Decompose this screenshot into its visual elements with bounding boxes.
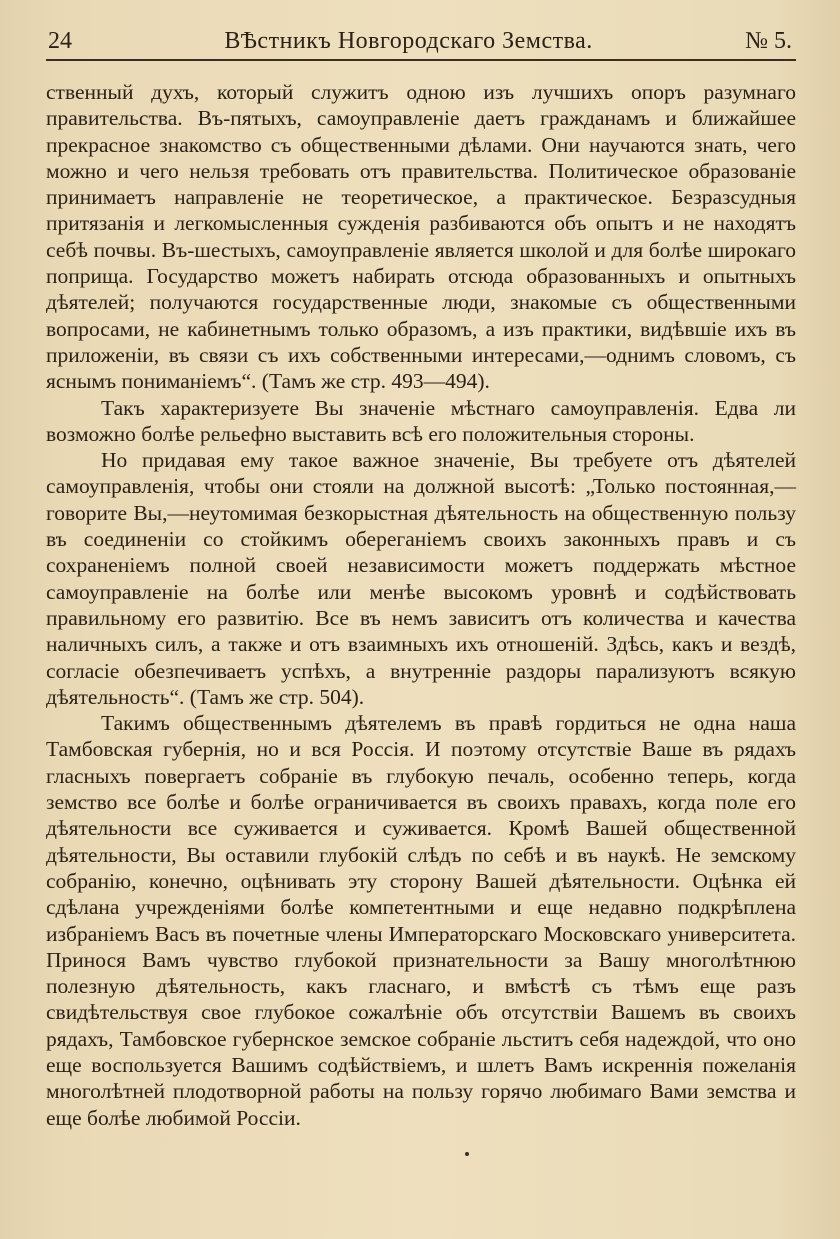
paragraph-3: Но придавая ему такое важное значеніе, Вы требуете отъ дѣятелей самоуправленія, чтобы они стояли на должной высотѣ: „Только постоянная,—говорите Вы,—неутомимая безкорыстная дѣятельность на общественную пользу въ соединеніи со стойкимъ обереганіемъ своихъ законныхъ правъ и съ сохраненіемъ полной своей независимости можетъ поддержать мѣстное самоуправленіе на болѣе или менѣе высокомъ уровнѣ и содѣйствовать правильному его развитію. Все въ немъ зависитъ отъ количества и качества наличныхъ силъ, а также и отъ взаимныхъ ихъ отношеній. Здѣсь, какъ и вездѣ, согласіе обезпечиваетъ успѣхъ, а внутренніе раздоры парализуютъ всякую дѣятельность“. (Тамъ же стр. 504). <box>46 448 796 709</box>
ink-speck <box>465 1152 469 1156</box>
page-number: 24 <box>48 28 72 54</box>
paragraph-4: Такимъ общественнымъ дѣятелемъ въ правѣ гордиться не одна наша Тамбовская губернія, но и вся Россія. И поэтому отсутствіе Ваше въ рядахъ гласныхъ повергаетъ собраніе въ глубокую печаль, особенно теперь, когда земство все болѣе и болѣе ограничивается въ своихъ правахъ, когда поле его дѣятельности все суживается и суживается. Кромѣ Вашей общественной дѣятельности, Вы оставили глубокій слѣдъ по себѣ и въ наукѣ. Не земскому собранію, конечно, оцѣнивать эту сторону Вашей дѣятельности. Оцѣнка ей сдѣлана учрежденіями болѣе компетентными и еще недавно подкрѣплена избраніемъ Васъ въ почетные члены Императорскаго Московскаго университета. Принося Вамъ чувство глубокой признательности за Вашу многолѣтнюю полезную дѣятельность, какъ гласнаго, и вмѣстѣ съ тѣмъ еще разъ свидѣтельствуя свое глубокое сожалѣніе объ отсутствіи Вашемъ въ своихъ рядахъ, Тамбовское губернское земское собраніе льститъ себя надеждой, что оно еще воспользуется Вашимъ содѣйствіемъ, и шлетъ Вамъ искреннія пожеланія многолѣтней плодотворной работы на пользу горячо любимаго Вами земства и еще болѣе любимой Россіи. <box>46 711 796 1130</box>
paragraph-2: Такъ характеризуете Вы значеніе мѣстнаго самоуправленія. Едва ли возможно болѣе рельефно выставить всѣ его положительныя стороны. <box>46 395 796 446</box>
issue-number: № 5. <box>745 28 792 54</box>
running-header <box>46 28 796 61</box>
paragraph-1: ственный духъ, который служитъ одною изъ лучшихъ опоръ разумнаго правительства. Въ-пятыхъ, самоуправленіе даетъ гражданамъ и ближайшее прекрасное знакомство съ общественными дѣлами. Они научаются знать, чего можно и чего нельзя требовать отъ правительства. Политическое образованіе принимаетъ направленіе не теоретическое, а практическое. Безразсудныя притязанія и легкомысленныя сужденія разбиваются объ опытъ и не находятъ себѣ почвы. Въ-шестыхъ, самоуправленіе является школой и для болѣе широкаго поприща. Государство можетъ набирать отсюда образованныхъ и опытныхъ дѣятелей; получаются государственные люди, знакомые съ общественными вопросами, не кабинетнымъ только образомъ, а изъ практики, видѣвшіе ихъ въ приложеніи, въ связи съ ихъ собственными интересами,—однимъ словомъ, съ яснымъ пониманіемъ“. (Тамъ же стр. 493—494). <box>46 80 796 394</box>
page-body <box>46 79 796 1131</box>
journal-title: ВѢстникъ Новгородскаго Земства. <box>224 28 593 54</box>
